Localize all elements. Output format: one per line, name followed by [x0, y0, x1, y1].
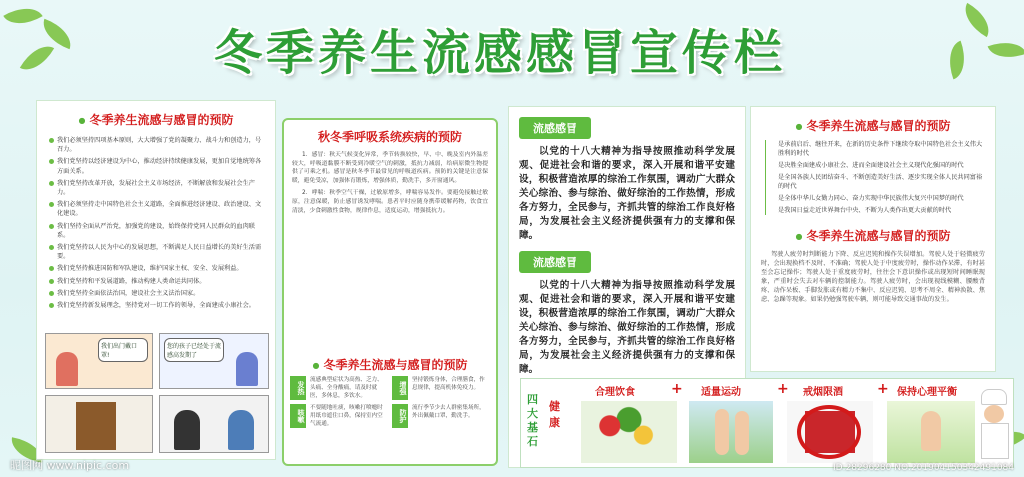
tip-label: 发热	[290, 376, 306, 400]
tip-text: 不要随地吐痰，咳嗽打喷嚏时用纸巾遮住口鼻，保持室内空气流通。	[310, 405, 383, 427]
tip-label: 咳嗽	[290, 404, 306, 428]
meditation-image	[887, 401, 975, 463]
leaf-decoration	[38, 19, 77, 49]
paragraph: 以党的十八大精神为指导按照推动科学发展观、促进社会和谐的要求，深入开展和谐平安建设，积极营造浓厚的综治工作氛围，调动广大群众关心综治、参与综治、做好综治的工作热情，形成各方努力，全民参与，齐抓共管的综治工作良好格局，为发展社会主义经济提供强有力的支撑和保障。	[519, 146, 735, 241]
section-tag: 流感感冒	[519, 251, 591, 273]
speech-bubble: 您的孩子已经处于流感高发期了	[164, 338, 224, 362]
no-smoking-image	[787, 401, 873, 463]
pillar-label: 保持心理平衡	[897, 387, 957, 398]
right-panel-subheading: ● 冬季养生流感与感冒的预防	[751, 227, 995, 244]
tip-text: 流行季节少去人群密集场所，外出佩戴口罩，勤洗手。	[412, 405, 485, 419]
tips-grid	[290, 376, 490, 428]
tip-text: 流感典型症状为高热、乏力、头痛、全身酸痛，请及时就医，多休息，多饮水。	[310, 377, 383, 399]
plus-sign: +	[877, 381, 889, 397]
watermark: 昵图网 www.nipic.com	[10, 459, 130, 472]
person-figure	[56, 352, 78, 386]
list-item: 我们党坚持以人民为中心的发展思想，不断满足人民日益增长的美好生活需要。	[47, 243, 265, 261]
tip-text: 坚持锻炼身体，合理膳食，作息规律，提高机体免疫力。	[412, 377, 485, 391]
list-item: 我们党坚持推进国防和军队建设，维护国家主权、安全、发展利益。	[47, 264, 265, 273]
plus-sign: +	[671, 381, 683, 397]
pillar-label: 合理饮食	[595, 387, 635, 398]
cartoon-illustration	[159, 395, 269, 453]
right-panel	[750, 106, 996, 372]
exercise-image	[689, 401, 773, 463]
leaf-decoration	[20, 38, 54, 77]
middle-left-panel	[282, 118, 498, 466]
watermark: ID:28296280 NO:20190415034249108​4	[832, 463, 1014, 473]
list-item: 我们党坚持全面依法治国，建设社会主义法治国家。	[47, 289, 265, 298]
timeline-item: 是我国日益走近世界舞台中央、不断为人类作出更大贡献的时代	[778, 207, 952, 214]
list-item: 我们党坚持和平发展道路，推动构建人类命运共同体。	[47, 277, 265, 286]
left-panel	[36, 100, 276, 460]
cartoon-illustration	[159, 333, 269, 389]
section-tag: 流感感冒	[519, 117, 591, 139]
list-item: 我们必须坚持四项基本原则，大大增强了党的凝聚力、战斗力和创造力，号召力。	[47, 136, 265, 154]
pillar-label: 戒烟限酒	[803, 387, 843, 398]
paragraph: 1．感冒：秋天气候变化异常，季节转换较快，早、中、晚及室内外温差较大，呼吸道黏膜不断受到冷暖空气的刺激，抵抗力减弱，给病原微生物提供了可乘之机。感冒是秋冬季节最常见的呼吸道疾病。预防的关键是注意保暖，避免受凉，加强体育锻炼，增强体质，勤洗手，多开窗通风。	[292, 152, 488, 184]
health-pillars-strip	[520, 378, 1014, 468]
timeline	[765, 140, 985, 215]
leaf-decoration	[942, 41, 972, 80]
person-figure	[228, 410, 254, 450]
list-item: 我们必须坚持走中国特色社会主义道路，全面推进经济建设、政治建设、文化建设。	[47, 200, 265, 218]
leaf-decoration	[957, 3, 996, 37]
speech-bubble: 我们出门戴口罩!	[98, 338, 148, 362]
paragraph: 2．哮喘：秋季空气干燥，过敏原增多，哮喘容易发作。要避免接触过敏原，注意保暖，防止感冒诱发哮喘。患者平时应随身携带缓解药物，饮食宜清淡，少食刺激性食物，规律作息，适度运动，增强抵抗力。	[292, 190, 488, 214]
paragraph: 驾驶人疲劳时判断能力下降、反应迟钝和操作失误增加。驾驶人处于轻微疲劳时，会出现换档不及时、不准确；驾驶人处于中度疲劳时，操作动作呆滞，有时甚至会忘记操作；驾驶人处于重度疲劳时，往往会下意识操作或出现短时间睡眠现象，严重时会失去对车辆的控制能力。驾驶人疲劳时，会出现视线模糊、腰酸背疼、动作呆板、手脚发胀或有精力不集中、反应迟钝、思考不周全、精神涣散、焦虑、急躁等现象。如果仍勉强驾驶车辆，则可能导致交通事故的发生。	[761, 251, 985, 303]
pillar-label: 适量运动	[701, 387, 741, 398]
chef-figure	[981, 389, 1011, 463]
timeline-item: 是决胜全面建成小康社会、进而全面建设社会主义现代化强国的时代	[778, 162, 964, 169]
timeline-item: 是全体中华儿女勠力同心、奋力实现中华民族伟大复兴中国梦的时代	[778, 195, 964, 202]
timeline-item: 是承前启后、继往开来，在新的历史条件下继续夺取中国特色社会主义伟大胜利的时代	[778, 141, 983, 157]
middle-left-subheading: ● 冬季养生流感与感冒的预防	[284, 356, 496, 373]
pillars-health: 健康	[549, 400, 560, 429]
pillars-label: 四大基石	[527, 393, 538, 448]
plus-sign: +	[777, 381, 789, 397]
list-item: 我们党坚持改革开放，发展社会主义市场经济，不断解放和发展社会生产力。	[47, 179, 265, 197]
door-figure	[76, 402, 116, 450]
tip-label: 防护	[392, 404, 408, 428]
list-item: 我们党坚持新发展理念，坚持党对一切工作的领导，全面建成小康社会。	[47, 301, 265, 310]
leaf-decoration	[3, 0, 42, 33]
left-panel-list	[37, 136, 275, 310]
cartoon-illustration	[45, 395, 153, 453]
person-figure	[174, 410, 200, 450]
leaf-decoration	[988, 35, 1024, 65]
tip-label: 增强	[392, 376, 408, 400]
right-panel-heading: ● 冬季养生流感与感冒的预防	[751, 117, 995, 134]
list-item: 我们党坚持以经济建设为中心，推动经济持续健康发展，更加自觉地统筹各方面关系。	[47, 157, 265, 175]
person-figure	[236, 352, 258, 386]
timeline-item: 是全国各族人民团结奋斗、不断创造美好生活、逐步实现全体人民共同富裕的时代	[778, 174, 983, 190]
food-image	[581, 401, 677, 463]
middle-left-heading: 秋冬季呼吸系统疾病的预防	[317, 130, 462, 144]
paragraph: 以党的十八大精神为指导按照推动科学发展观、促进社会和谐的要求，深入开展和谐平安建设，积极营造浓厚的综治工作氛围，调动广大群众关心综治、参与综治、做好综治的工作热情，形成各方努力，全民参与，齐抓共管的综治工作良好格局，为发展社会主义经济提供强有力的支撑和保障。	[519, 280, 735, 375]
list-item: 我们坚持全面从严治党，加强党的建设，始终保持党同人民群众的血肉联系。	[47, 222, 265, 240]
left-panel-heading: ● 冬季养生流感与感冒的预防	[37, 111, 275, 128]
cartoon-illustration	[45, 333, 153, 389]
page-title: 冬季养生流感感冒宣传栏	[213, 25, 786, 81]
